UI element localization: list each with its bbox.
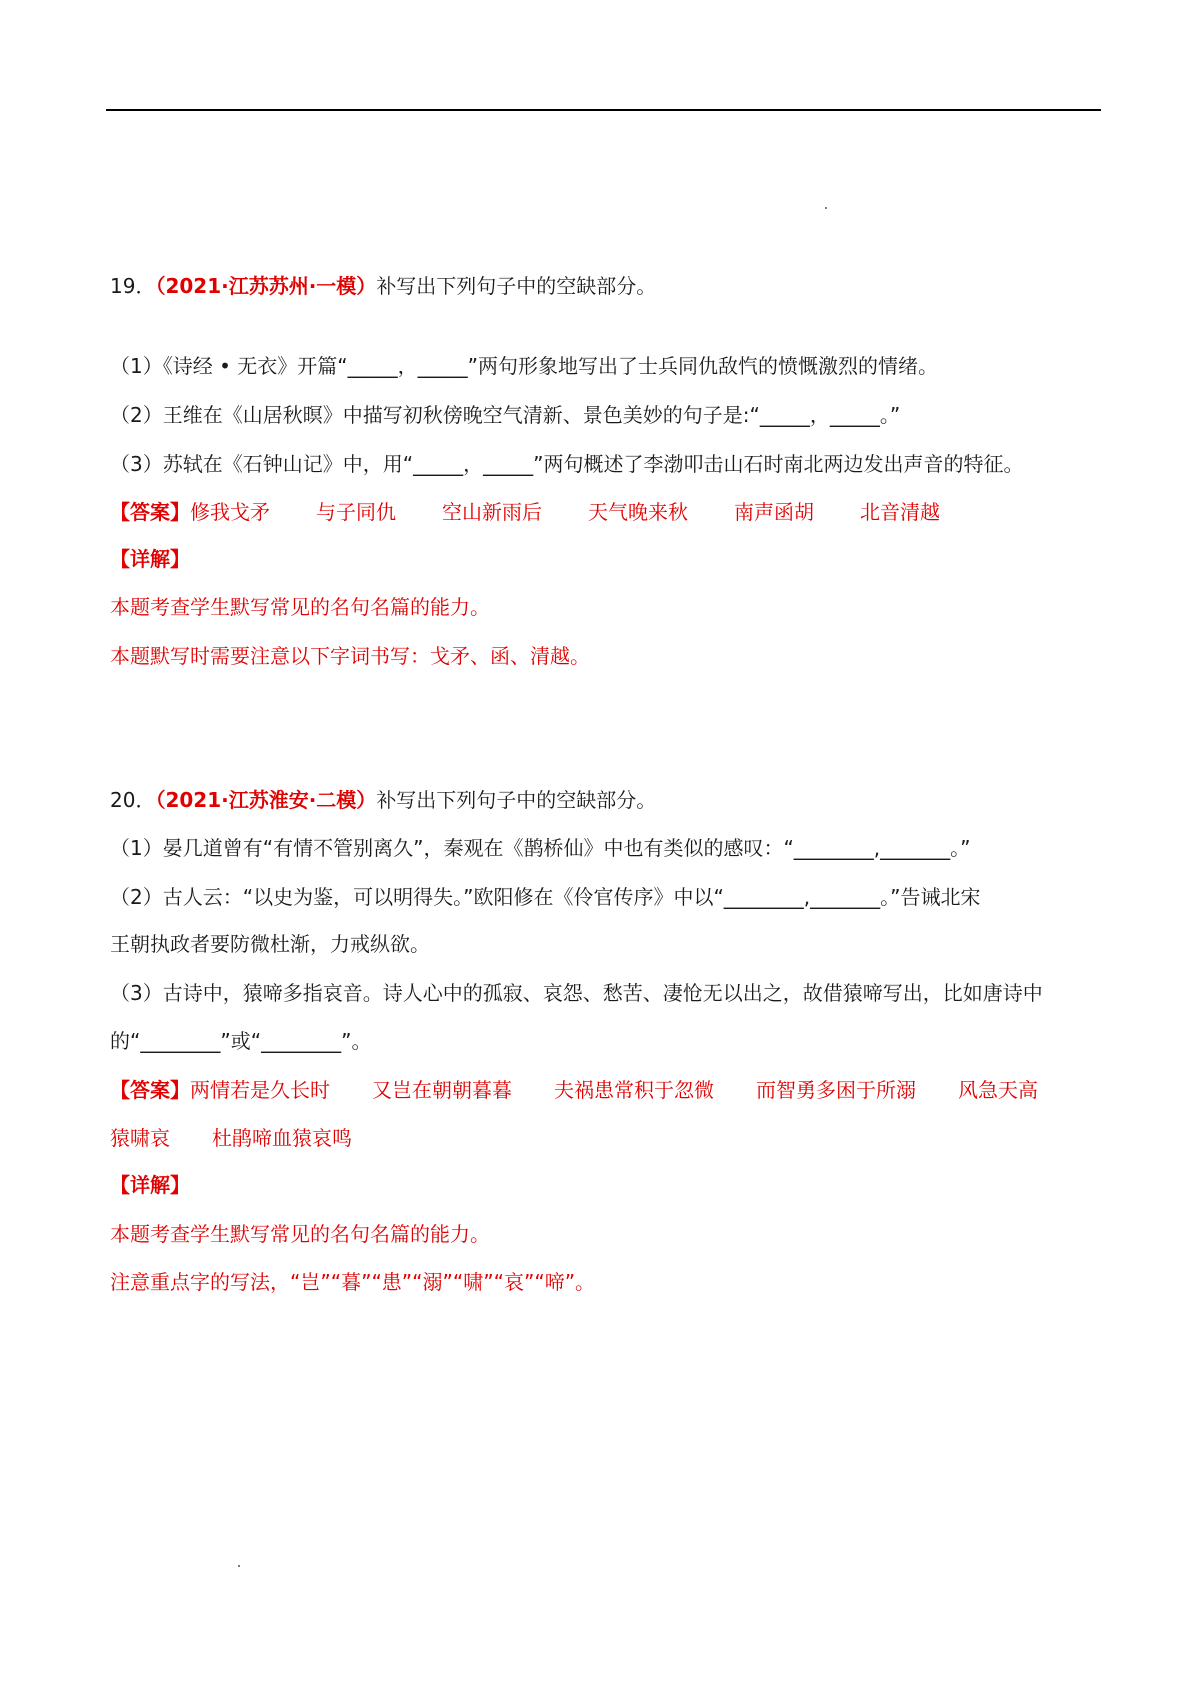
stray-dot — [825, 207, 827, 209]
q19-detail-line-1: 本题考查学生默写常见的名句名篇的能力。 — [110, 595, 490, 619]
q19-prompt: 补写出下列句子中的空缺部分。 — [376, 274, 657, 298]
q19-item-3: （3）苏轼在《石钟山记》中，用“_____，_____”两句概述了李渤叩击山石时南北两边发出声音的特征。 — [110, 452, 1024, 476]
q19-answer-item: 与子同仇 — [316, 500, 396, 524]
q20-item-1: （1）晏几道曾有“有情不管别离久”，秦观在《鹊桥仙》中也有类似的感叹：“________,_______。” — [110, 836, 971, 860]
q19-item-2: （2）王维在《山居秋暝》中描写初秋傍晚空气清新、景色美妙的句子是:“_____，_____。” — [110, 403, 901, 427]
header-rule — [106, 109, 1101, 111]
q19-answer-item: 修我戈矛 — [190, 500, 270, 524]
stray-dot — [238, 1565, 240, 1567]
q20-detail-line-2: 注意重点字的写法，“岂”“暮”“患”“溺”“啸”“哀”“啼”。 — [110, 1270, 596, 1294]
q20-answer-label: 【答案】 — [110, 1078, 190, 1102]
q20-prompt: 补写出下列句子中的空缺部分。 — [376, 788, 657, 812]
q19-answer-item: 天气晚来秋 — [588, 500, 688, 524]
q19-heading — [110, 273, 1110, 299]
q20-answer-item: 风急天高 — [958, 1078, 1038, 1102]
q20-detail-line-1: 本题考查学生默写常见的名句名篇的能力。 — [110, 1222, 490, 1246]
q20-answer-item: 而智勇多困于所溺 — [756, 1078, 916, 1102]
q20-answer — [110, 1077, 1110, 1103]
q20-item-3-cont: 的“________”或“________”。 — [110, 1029, 372, 1053]
q19-answer-item: 空山新雨后 — [442, 500, 542, 524]
q19-number: 19． — [110, 274, 156, 298]
q20-answer-item: 猿啸哀 — [110, 1126, 170, 1150]
q20-number: 20． — [110, 788, 156, 812]
q20-answer-cont — [110, 1125, 1110, 1151]
q19-item-1: （1）《诗经 • 无衣》开篇“_____，_____”两句形象地写出了士兵同仇敌忾的愤慨激烈的情绪。 — [110, 354, 938, 378]
q19-detail-line-2: 本题默写时需要注意以下字词书写：戈矛、函、清越。 — [110, 644, 590, 668]
q20-item-2-cont: 王朝执政者要防微杜渐，力戒纵欲。 — [110, 932, 430, 956]
q20-item-3: （3）古诗中，猿啼多指哀音。诗人心中的孤寂、哀怨、愁苦、凄怆无以出之，故借猿啼写出，比如唐诗中 — [110, 981, 1043, 1005]
q20-item-2: （2）古人云：“以史为鉴，可以明得失。”欧阳修在《伶官传序》中以“________,_______。”告诫北宋 — [110, 885, 981, 909]
q19-answer — [110, 499, 1110, 525]
q20-answer-item: 杜鹃啼血猿哀鸣 — [212, 1126, 352, 1150]
q20-answer-item: 两情若是久长时 — [190, 1078, 330, 1102]
q19-answer-item: 北音清越 — [860, 500, 940, 524]
q20-source: （2021·江苏淮安·二模） — [155, 788, 377, 812]
q19-answer-item: 南声函胡 — [734, 500, 814, 524]
q19-detail-label: 【详解】 — [110, 547, 190, 571]
q20-heading — [110, 787, 1110, 813]
q20-answer-item: 又岂在朝朝暮暮 — [372, 1078, 512, 1102]
q20-detail-label: 【详解】 — [110, 1173, 190, 1197]
q20-answer-item: 夫祸患常积于忽微 — [554, 1078, 714, 1102]
q19-answer-label: 【答案】 — [110, 500, 190, 524]
q19-source: （2021·江苏苏州·一模） — [155, 274, 377, 298]
